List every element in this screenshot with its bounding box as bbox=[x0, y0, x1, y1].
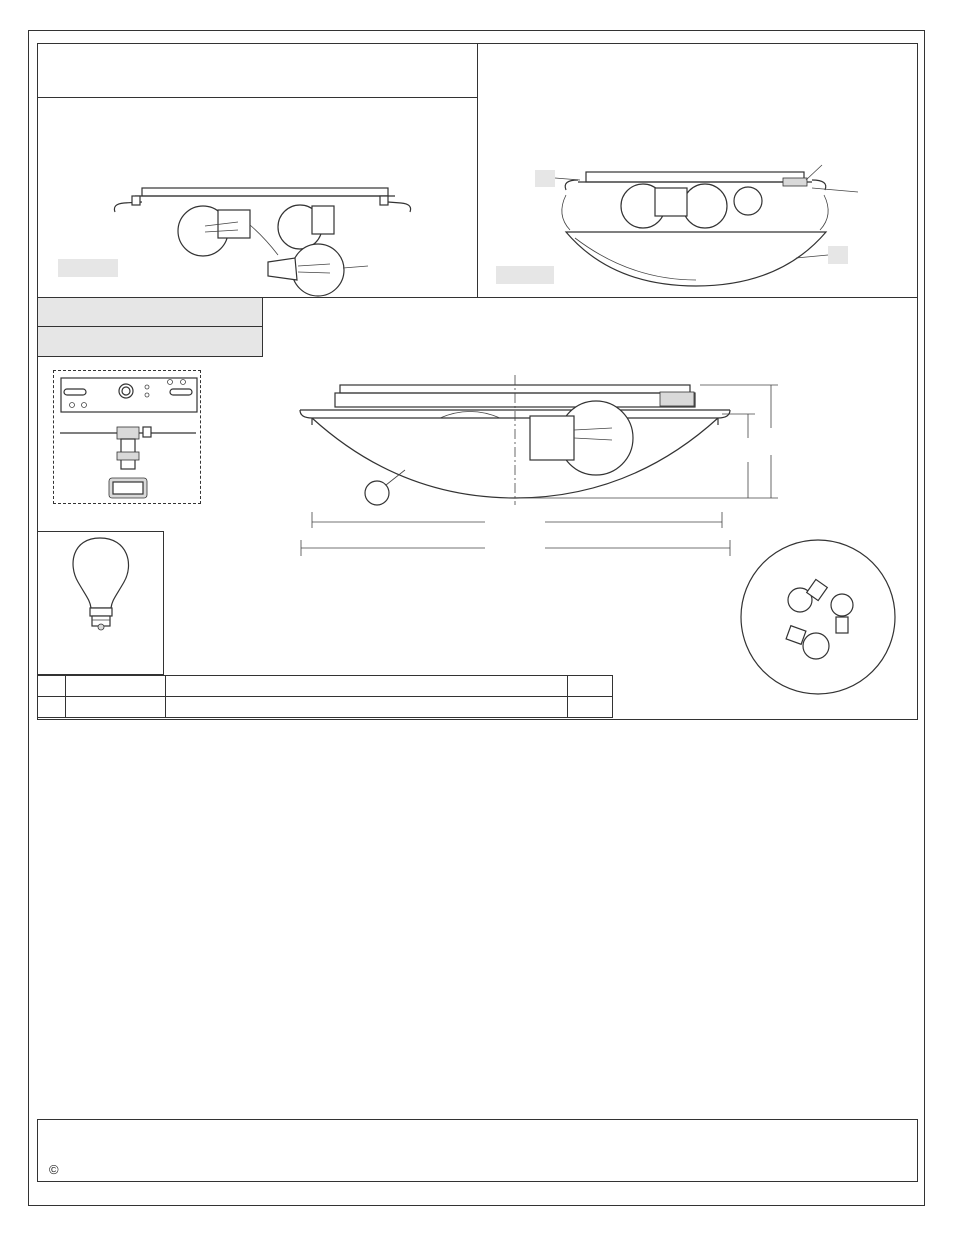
bulb-detail-illustration bbox=[741, 540, 895, 694]
step1-fixture-illustration bbox=[114, 188, 410, 296]
step2-fixture-illustration bbox=[555, 165, 858, 286]
fixture-elevation-drawing bbox=[300, 375, 778, 556]
hardware-kit-illustration bbox=[60, 378, 197, 498]
bulb-illustration bbox=[73, 538, 128, 630]
copyright-symbol: © bbox=[49, 1162, 59, 1177]
